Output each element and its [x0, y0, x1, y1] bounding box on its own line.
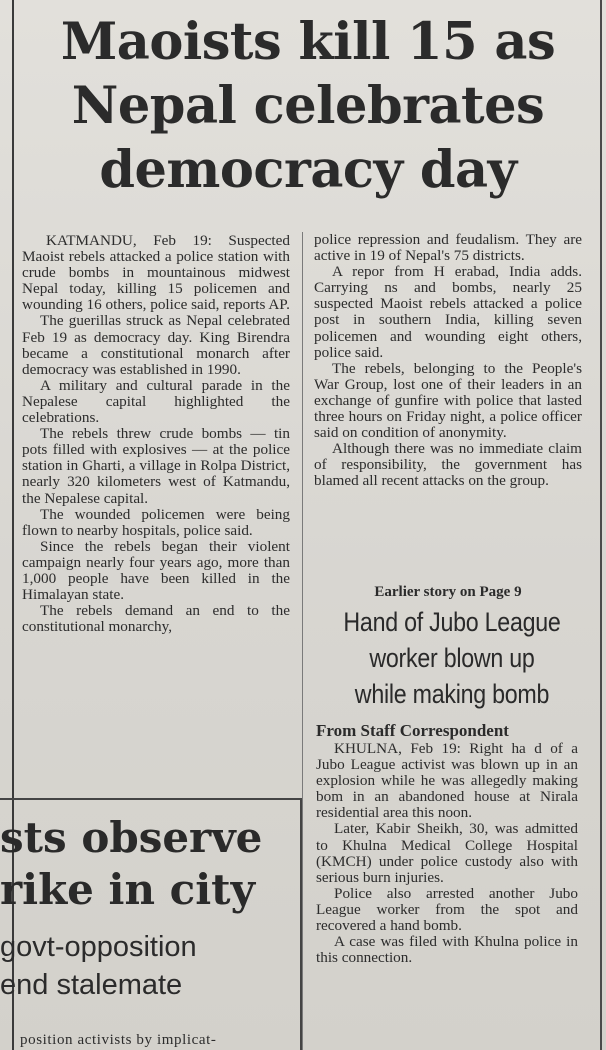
second-headline-line: worker blown up — [369, 643, 535, 673]
story-paragraph: police repression and feudalism. They are active in 19 of Nepal's 75 districts. — [314, 231, 582, 265]
second-story-headline — [333, 604, 570, 712]
story-paragraph: The rebels demand an end to the constitutional monarchy, — [22, 602, 290, 636]
main-headline-line: democracy day — [99, 140, 517, 200]
byline: From Staff Correspondent — [316, 721, 509, 740]
story-paragraph: The rebels threw crude bombs — tin pots filled with explosives — at the police station in Gharti, a village in Rolpa District, nearly 320 kilometers west of Katmandu, the Nepalese capital. — [22, 425, 290, 507]
second-headline-line: while making bomb — [354, 679, 550, 709]
story-paragraph: KATMANDU, Feb 19: Suspected Maoist rebels attacked a police station with crude bombs in mountainous midwest Nepal today, killing 15 policemen and wounding 16 others, police said, reports AP. — [22, 232, 290, 314]
boxed-story-subhead — [0, 928, 300, 1004]
main-headline — [18, 10, 598, 202]
story-paragraph: The rebels, belonging to the People's War Group, lost one of their leaders in an exchange of gunfire with police that lasted three hours on Friday night, a police officer said on condition of anonymity. — [314, 359, 582, 442]
story-paragraph: The wounded policemen were being flown to nearby hospitals, police said. — [22, 505, 290, 539]
boxed-subhead-line: end stalemate — [0, 969, 183, 1001]
boxed-story-headline — [0, 812, 300, 916]
main-story-column-right — [314, 232, 582, 490]
continuation-reference: Earlier story on Page 9 — [374, 584, 522, 600]
story-paragraph: A repor from H erabad, India adds. Carrying ns and bombs, nearly 25 suspected Maoist rebels attacked a police post in southern India, killing seven policemen and wounding eight others, police said. — [314, 263, 582, 361]
story-paragraph: Since the rebels began their violent campaign nearly four years ago, more than 1,000 people have been killed in the Himalayan state. — [22, 537, 290, 604]
story-paragraph: Although there was no immediate claim of responsibility, the government has blamed all recent attacks on the group. — [314, 440, 582, 490]
main-headline-line: Maoists kill 15 as — [60, 12, 556, 72]
second-headline-line: Hand of Jubo League — [343, 607, 561, 637]
story-paragraph: KHULNA, Feb 19: Right ha d of a Jubo League activist was blown up in an explosion while he was allegedly making bom in an abandoned house at Nirala residential area this noon. — [316, 740, 578, 822]
column-rule-right — [600, 0, 602, 1050]
story-paragraph: Police also arrested another Jubo League worker from the spot and recovered a hand bomb. — [316, 884, 578, 935]
boxed-story — [0, 798, 302, 1050]
boxed-subhead-line: govt-opposition — [0, 931, 197, 963]
boxed-headline-line: sts observe — [0, 813, 263, 862]
column-rule-middle — [302, 232, 303, 1050]
main-headline-line: Nepal celebrates — [71, 76, 545, 136]
boxed-story-text: position activists by implicat- — [20, 1032, 217, 1048]
boxed-headline-line: rike in city — [0, 865, 255, 914]
main-story-column-left — [22, 233, 290, 635]
story-paragraph: A military and cultural parade in the Nepalese capital highlighted the celebrations. — [22, 376, 290, 427]
story-paragraph: The guerillas struck as Nepal celebrated Feb 19 as democracy day. King Birendra became a constitutional monarch after democracy was established in 1990. — [22, 312, 290, 378]
story-paragraph: A case was filed with Khulna police in this connection. — [316, 933, 578, 967]
second-story-body — [316, 741, 578, 966]
story-paragraph: Later, Kabir Sheikh, 30, was admitted to Khulna Medical College Hospital (KMCH) under police custody also with serious burn injuries. — [316, 820, 578, 886]
